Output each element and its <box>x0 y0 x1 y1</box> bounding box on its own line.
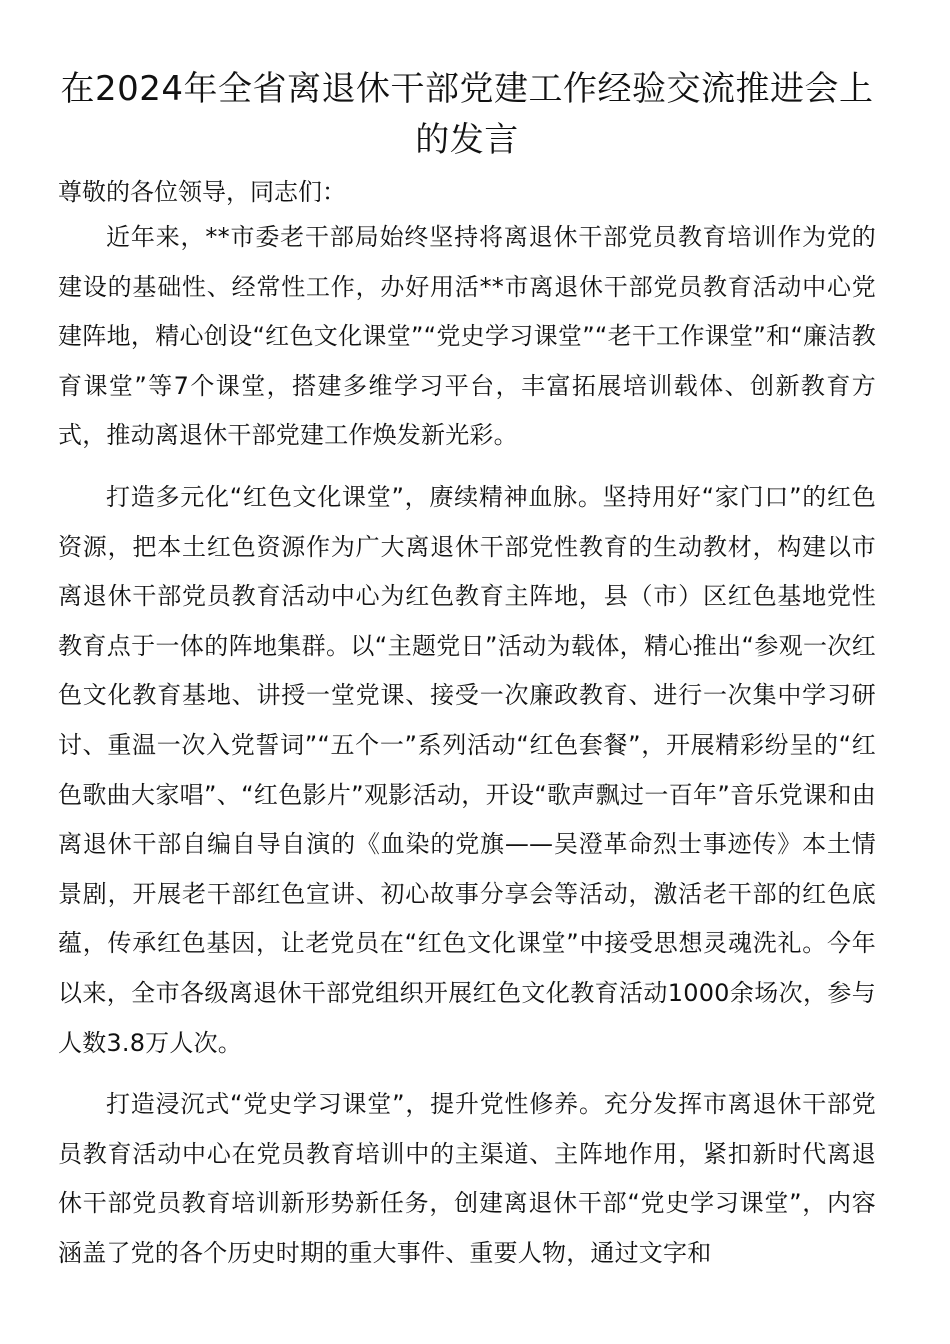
document-title: 在2024年全省离退休干部党建工作经验交流推进会上的发言 <box>60 69 874 160</box>
paragraph-intro: 近年来，**市委老干部局始终坚持将离退休干部党员教育培训作为党的建设的基础性、经常性工作，办好用活**市离退休干部党员教育活动中心党建阵地，精心创设“红色文化课堂”“党史学习课堂”“老干工作课堂”和“廉洁教育课堂”等7个课堂，搭建多维学习平台，丰富拓展培训载体、创新教育方式，推动离退休干部党建工作焕发新光彩。 <box>58 223 876 450</box>
paragraph-party-history: 打造浸沉式“党史学习课堂”，提升党性修养。充分发挥市离退休干部党员教育活动中心在党员教育培训中的主渠道、主阵地作用，紧扣新时代离退休干部党员教育培训新形势新任务，创建离退休干部“党史学习课堂”，内容涵盖了党的各个历史时期的重大事件、重要人物，通过文字和 <box>58 1090 876 1267</box>
salutation: 尊敬的各位领导，同志们： <box>58 178 346 206</box>
paragraph-red-culture: 打造多元化“红色文化课堂”，赓续精神血脉。坚持用好“家门口”的红色资源，把本土红色资源作为广大离退休干部党性教育的生动教材，构建以市离退休干部党员教育活动中心为红色教育主阵地，县（市）区红色基地党性教育点于一体的阵地集群。以“主题党日”活动为载体，精心推出“参观一次红色文化教育基地、讲授一堂党课、接受一次廉政教育、进行一次集中学习研讨、重温一次入党誓词”“五个一”系列活动“红色套餐”，开展精彩纷呈的“红色歌曲大家唱”、“红色影片”观影活动，开设“歌声飘过一百年”音乐党课和由离退休干部自编自导自演的《血染的党旗——吴澄革命烈士事迹传》本土情景剧，开展老干部红色宣讲、初心故事分享会等活动，激活老干部的红色底蕴，传承红色基因，让老党员在“红色文化课堂”中接受思想灵魂洗礼。今年以来，全市各级离退休干部党组织开展红色文化教育活动1000余场次，参与人数3.8万人次。 <box>58 482 876 1057</box>
